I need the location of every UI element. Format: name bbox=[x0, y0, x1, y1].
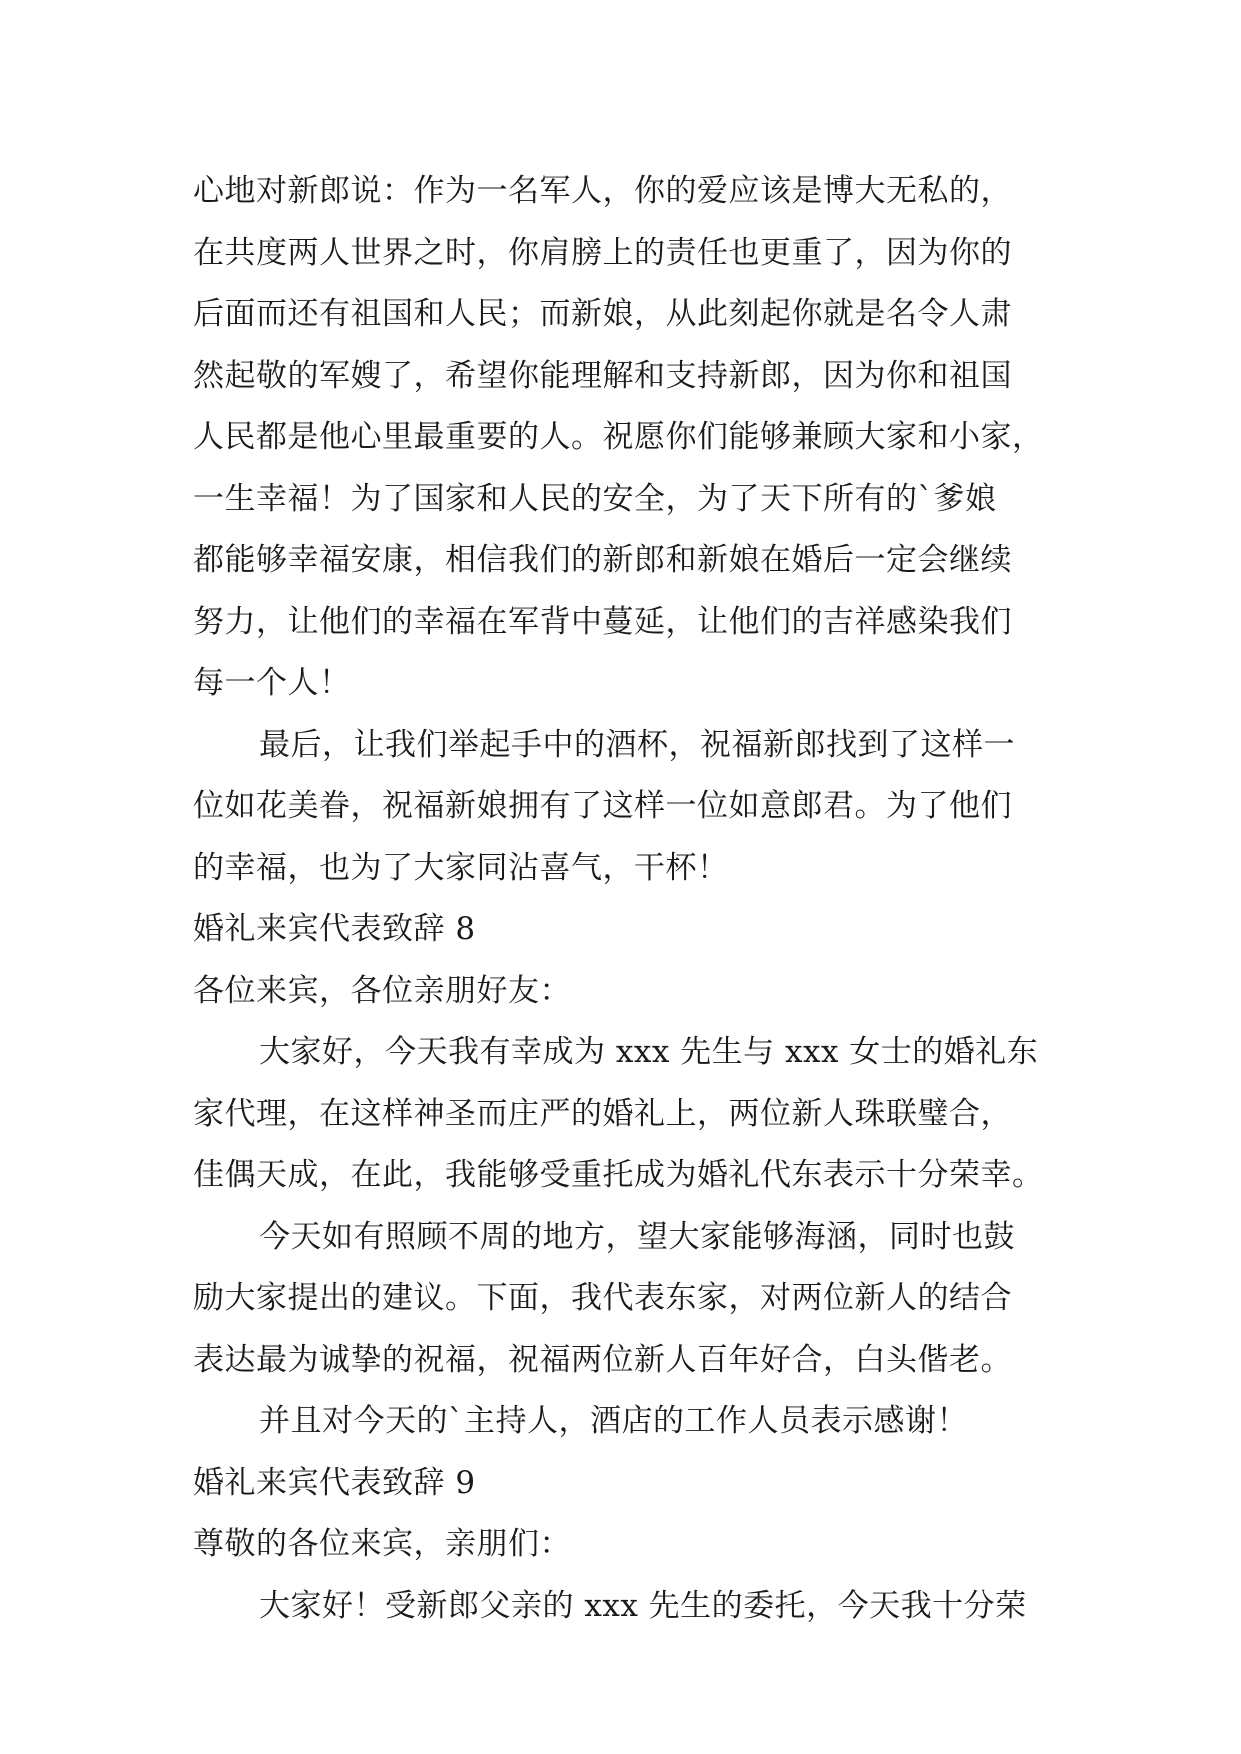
text-line: 表达最为诚挚的祝福，祝福两位新人百年好合，白头偕老。 bbox=[193, 1341, 1012, 1378]
salutation: 各位来宾，各位亲朋好友： bbox=[193, 972, 571, 1009]
text-line: 后面而还有祖国和人民；而新娘，从此刻起你就是名令人肃 bbox=[193, 296, 1012, 332]
text-line: 一生幸福！为了国家和人民的安全，为了天下所有的`爹娘 bbox=[193, 480, 997, 517]
paragraph-first-line: 并且对今天的`主持人，酒店的工作人员表示感谢！ bbox=[259, 1403, 968, 1439]
paragraph-first-line: 大家好！受新郎父亲的 xxx 先生的委托，今天我十分荣 bbox=[259, 1587, 1027, 1624]
paragraph-first-line: 大家好，今天我有幸成为 xxx 先生与 xxx 女士的婚礼东 bbox=[259, 1034, 1039, 1070]
salutation: 尊敬的各位来宾，亲朋们： bbox=[193, 1526, 571, 1562]
text-line: 努力，让他们的幸福在军背中蔓延，让他们的吉祥感染我们 bbox=[193, 603, 1012, 640]
text-line: 在共度两人世界之时，你肩膀上的责任也更重了，因为你的 bbox=[193, 234, 1012, 271]
text-line: 的幸福，也为了大家同沾喜气，干杯！ bbox=[193, 849, 729, 886]
text-line: 励大家提出的建议。下面，我代表东家，对两位新人的结合 bbox=[193, 1280, 1012, 1316]
text-line: 位如花美眷，祝福新娘拥有了这样一位如意郎君。为了他们 bbox=[193, 788, 1012, 824]
text-line: 家代理，在这样神圣而庄严的婚礼上，两位新人珠联璧合， bbox=[193, 1095, 1012, 1132]
paragraph-first-line: 今天如有照顾不周的地方，望大家能够海涵，同时也鼓 bbox=[259, 1218, 1015, 1255]
text-line: 心地对新郎说：作为一名军人，你的爱应该是博大无私的， bbox=[193, 173, 1012, 209]
section-heading: 婚礼来宾代表致辞 8 bbox=[193, 911, 476, 947]
text-line: 佳偶天成，在此，我能够受重托成为婚礼代东表示十分荣幸。 bbox=[193, 1157, 1044, 1193]
section-heading: 婚礼来宾代表致辞 9 bbox=[193, 1464, 476, 1501]
text-line: 人民都是他心里最重要的人。祝愿你们能够兼顾大家和小家， bbox=[193, 419, 1044, 455]
text-line: 都能够幸福安康，相信我们的新郎和新娘在婚后一定会继续 bbox=[193, 542, 1012, 578]
document-body bbox=[193, 161, 1073, 1637]
paragraph-first-line: 最后，让我们举起手中的酒杯，祝福新郎找到了这样一 bbox=[259, 726, 1015, 763]
text-line: 每一个人！ bbox=[193, 665, 351, 701]
text-line: 然起敬的军嫂了，希望你能理解和支持新郎，因为你和祖国 bbox=[193, 357, 1012, 394]
